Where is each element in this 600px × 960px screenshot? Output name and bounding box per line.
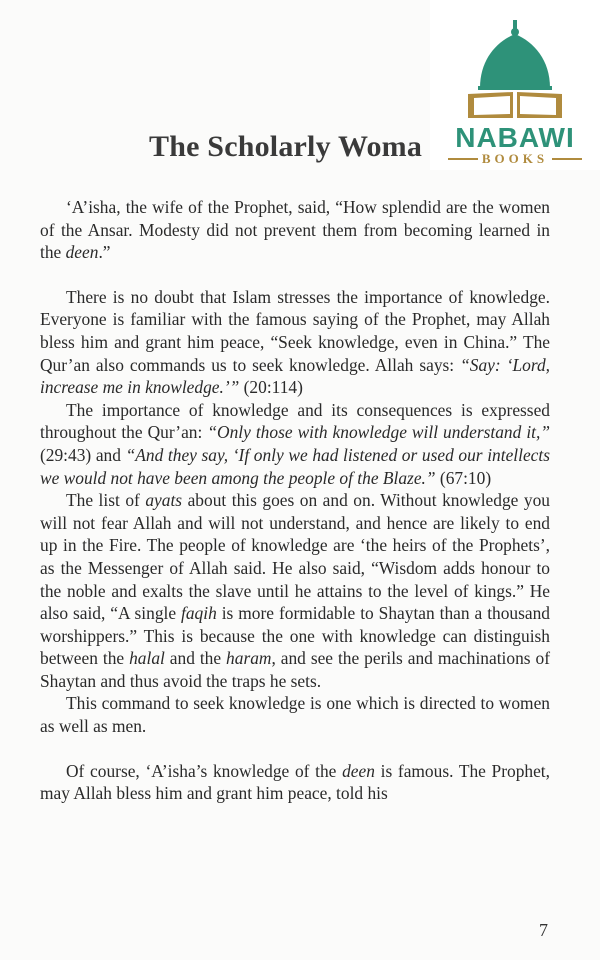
mosque-book-icon xyxy=(466,20,564,120)
logo-divider-right xyxy=(552,158,582,160)
italic-term: deen xyxy=(342,760,375,781)
italic-term: “Say: ‘Lord, increase me in knowledge.’” xyxy=(40,354,550,398)
italic-term: halal xyxy=(129,648,165,669)
body-text xyxy=(40,196,550,805)
italic-term: “And they say, ‘If only we had listened or used our intellects we would not have been among the people of the Blaze.” xyxy=(40,444,550,488)
publisher-subtitle: BOOKS xyxy=(481,151,549,166)
paragraph: This command to seek knowledge is one which is directed to women as well as men. xyxy=(40,693,550,737)
italic-term: ayats xyxy=(145,490,183,511)
chapter-title: The Scholarly Woma xyxy=(149,130,423,163)
paragraph: The list of ayats about this goes on and on. Without knowledge you will not fear Allah and will not understand, and hence are likely to end up in the Fire. The people of knowledge are ‘the heirs of the Prophets’, as the Messenger of Allah said. He also said, “Wisdom adds honour to the noble and exalts the slave until he attains to the level of kings.” He also said, “A single faqih is more formidable to Shaytan than a thousand worshippers.” This is because the one with knowledge can distinguish between the halal and the haram, and see the perils and machinations of Shaytan and thus avoid the traps he sets. xyxy=(40,490,551,691)
paragraph: ‘A’isha, the wife of the Prophet, said, “How splendid are the women of the Ansar. Modesty did not prevent them from becoming learned in the deen.” xyxy=(40,197,550,263)
italic-term: haram xyxy=(226,648,272,669)
paragraph: The importance of knowledge and its consequences is expressed throughout the Qur’an: “Only those with knowledge will understand it,” (29:43) and “And they say, ‘If only we had listened or used our intellects we would not have been among the people of the Blaze.” (67:10) xyxy=(40,399,551,488)
paragraph: There is no doubt that Islam stresses the importance of knowledge. Everyone is familiar with the famous saying of the Prophet, may Allah bless him and grant him peace, “Seek knowledge, even in China.” The Qur’an also commands us to seek knowledge. Allah says: “Say: ‘Lord, increase me in knowledge.’” (20:114) xyxy=(40,286,550,398)
publisher-logo xyxy=(430,0,600,170)
italic-term: “Only those with knowledge will understand it,” xyxy=(207,422,551,443)
page-number: 7 xyxy=(539,920,548,940)
publisher-name: NABAWI xyxy=(455,122,575,153)
italic-term: deen xyxy=(65,242,99,263)
italic-term: faqih xyxy=(181,603,217,624)
paragraph: Of course, ‘A’isha’s knowledge of the deen is famous. The Prophet, may Allah bless him and grant him peace, told his xyxy=(40,760,550,804)
